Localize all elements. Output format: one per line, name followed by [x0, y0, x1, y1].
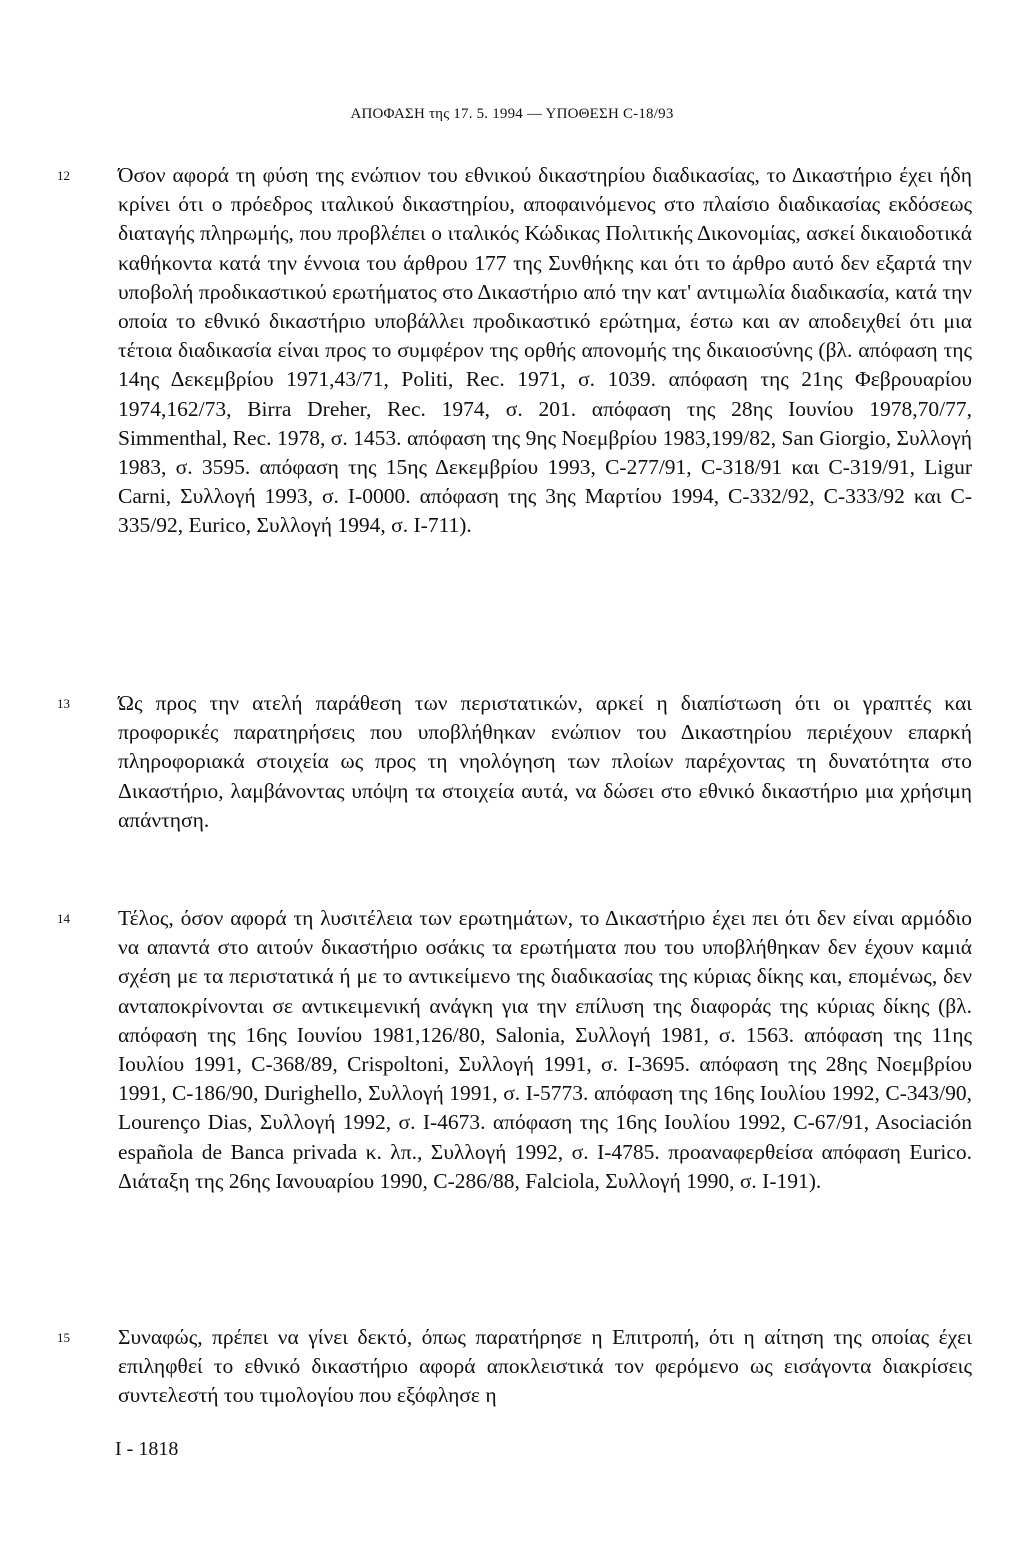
- paragraph-text: Συναφώς, πρέπει να γίνει δεκτό, όπως παρατήρησε η Επιτροπή, ότι η αίτηση της οποίας έχει επιληφθεί το εθνικό δικαστήριο αφορά αποκλειστικά τον φερόμενο ως εισάγοντα διακρίσεις συντελεστή του τιμολογίου που εξόφλησε η: [118, 1325, 972, 1408]
- paragraph-number: 14: [57, 911, 70, 926]
- paragraph-13: [0, 689, 1024, 835]
- paragraph-15: [0, 1323, 1024, 1411]
- paragraph-number: 15: [57, 1330, 70, 1345]
- paragraph-14: [0, 904, 1024, 1196]
- page-number: I - 1818: [115, 1438, 179, 1460]
- running-header: ΑΠΟΦΑΣΗ της 17. 5. 1994 — ΥΠΟΘΕΣΗ C-18/93: [350, 106, 674, 122]
- paragraph-number: 12: [57, 168, 70, 183]
- paragraph-text: Ώς προς την ατελή παράθεση των περιστατικών, αρκεί η διαπίστωση ότι οι γραπτές και προφορικές παρατηρήσεις που υποβλήθηκαν ενώπιον του Δικαστηρίου περιέχουν επαρκή πληροφοριακά στοιχεία ως προς τη νηολόγηση των πλοίων παρέχοντας τη δυνατότητα στο Δικαστήριο, λαμβάνοντας υπόψη τα στοιχεία αυτά, να δώσει στο εθνικό δικαστήριο μια χρήσιμη απάντηση.: [118, 691, 972, 832]
- paragraph-12: [0, 161, 1024, 541]
- paragraph-text: Τέλος, όσον αφορά τη λυσιτέλεια των ερωτημάτων, το Δικαστήριο έχει πει ότι δεν είναι αρμόδιο να απαντά στο αιτούν δικαστήριο οσάκις τα ερωτήματα που του υποβλήθηκαν δεν έχουν καμιά σχέση με τα περιστατικά ή με το αντικείμενο της διαδικασίας της κύριας δίκης και, επομένως, δεν ανταποκρίνονται σε αντικειμενική ανάγκη για την επίλυση της διαφοράς της κύριας δίκης (βλ. απόφαση της 16ης Ιουνίου 1981,126/80, Salonia, Συλλογή 1981, σ. 1563. απόφαση της 11ης Ιουλίου 1991, C-368/89, Crispoltoni, Συλλογή 1991, σ. I-3695. απόφαση της 28ης Νοεμβρίου 1991, C-186/90, Durighello, Συλλογή 1991, σ. I-5773. απόφαση της 16ης Ιουλίου 1992, C-343/90, Lourenço Dias, Συλλογή 1992, σ. I-4673. απόφαση της 16ης Ιουλίου 1992, C-67/91, Asociación española de Banca privada κ. λπ., Συλλογή 1992, σ. I-4785. προαναφερθείσα απόφαση Eurico. Διάταξη της 26ης Ιανουαρίου 1990, C-286/88, Falciola, Συλλογή 1990, σ. I-191).: [118, 906, 972, 1193]
- paragraph-text: Όσον αφορά τη φύση της ενώπιον του εθνικού δικαστηρίου διαδικασίας, το Δικαστήριο έχει ήδη κρίνει ότι ο πρόεδρος ιταλικού δικαστηρίου, αποφαινόμενος στο πλαίσιο διαδικασίας εκδόσεως διαταγής πληρωμής, που προβλέπει ο ιταλικός Κώδικας Πολιτικής Δικονομίας, ασκεί δικαιοδοτικά καθήκοντα κατά την έννοια του άρθρου 177 της Συνθήκης και ότι το άρθρο αυτό δεν εξαρτά την υποβολή προδικαστικού ερωτήματος στο Δικαστήριο από την κατ' αντιμωλία διαδικασία, κατά την οποία το εθνικό δικαστήριο υποβάλλει προδικαστικό ερώτημα, έστω και αν αποδειχθεί ότι μια τέτοια διαδικασία είναι προς το συμφέρον της ορθής απονομής της δικαιοσύνης (βλ. απόφαση της 14ης Δεκεμβρίου 1971,43/71, Politi, Rec. 1971, σ. 1039. απόφαση της 21ης Φεβρουαρίου 1974,162/73, Birra Dreher, Rec. 1974, σ. 201. απόφαση της 28ης Ιουνίου 1978,70/77, Simmenthal, Rec. 1978, σ. 1453. απόφαση της 9ης Νοεμβρίου 1983,199/82, San Giorgio, Συλλογή 1983, σ. 3595. απόφαση της 15ης Δεκεμβρίου 1993, C-277/91, C-318/91 και C-319/91, Ligur Carni, Συλλογή 1993, σ. I-0000. απόφαση της 3ης Μαρτίου 1994, C-332/92, C-333/92 και C-335/92, Eurico, Συλλογή 1994, σ. I-711).: [118, 163, 972, 538]
- paragraph-number: 13: [57, 696, 70, 711]
